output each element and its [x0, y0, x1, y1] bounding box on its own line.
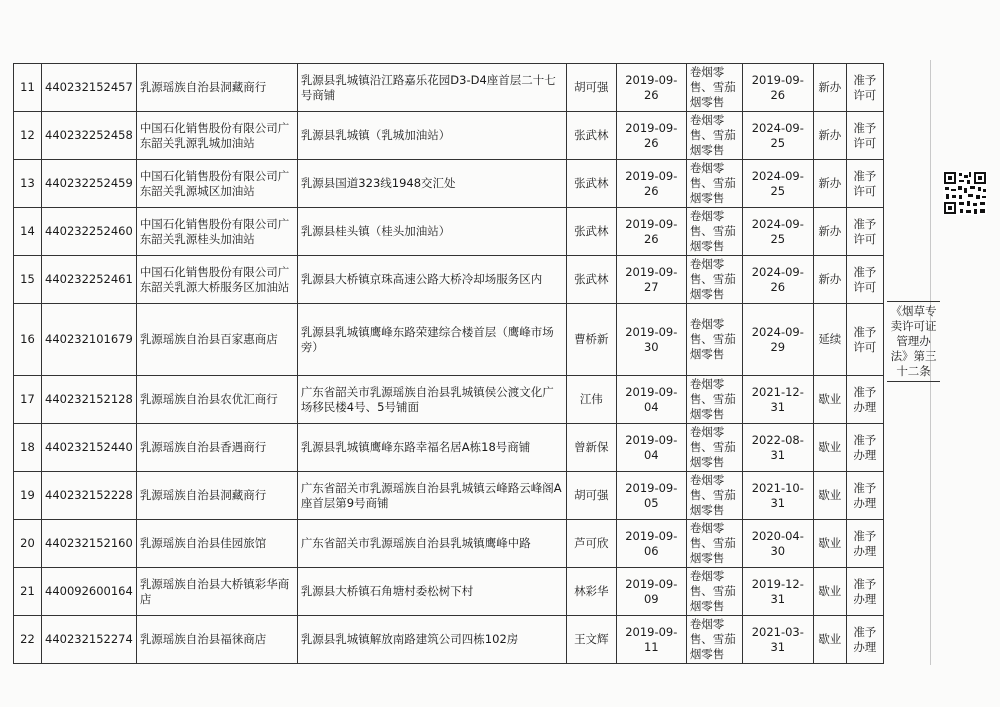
legal-basis-column	[883, 64, 943, 664]
application-type-cell: 新办	[813, 64, 846, 112]
business-address-cell: 乳源县乳城镇（乳城加油站）	[297, 112, 566, 160]
expiry-date-cell: 2024-09-25	[742, 112, 813, 160]
license-number-cell: 440232152274	[42, 616, 137, 664]
table-row	[14, 208, 944, 256]
business-name-cell: 中国石化销售股份有限公司广东韶关乳源乳城加油站	[136, 112, 297, 160]
responsible-person-cell: 张武林	[566, 112, 616, 160]
row-number-cell: 21	[14, 568, 42, 616]
decision-date-cell: 2019-09-05	[616, 472, 686, 520]
table-row	[14, 112, 944, 160]
row-number-cell: 20	[14, 520, 42, 568]
business-name-cell: 乳源瑶族自治县福徕商店	[136, 616, 297, 664]
business-name-cell: 乳源瑶族自治县香遇商行	[136, 424, 297, 472]
row-number-cell: 15	[14, 256, 42, 304]
license-number-cell: 440232101679	[42, 304, 137, 376]
expiry-date-cell: 2021-10-31	[742, 472, 813, 520]
application-type-cell: 歇业	[813, 616, 846, 664]
license-number-cell: 440232152228	[42, 472, 137, 520]
row-number-cell: 17	[14, 376, 42, 424]
responsible-person-cell: 林彩华	[566, 568, 616, 616]
decision-result-cell: 准予许可	[846, 256, 883, 304]
row-number-cell: 11	[14, 64, 42, 112]
license-number-cell: 440232252458	[42, 112, 137, 160]
decision-result-cell: 准予办理	[846, 376, 883, 424]
decision-date-cell: 2019-09-04	[616, 424, 686, 472]
business-name-cell: 乳源瑶族自治县佳园旅馆	[136, 520, 297, 568]
business-name-cell: 中国石化销售股份有限公司广东韶关乳源城区加油站	[136, 160, 297, 208]
table-row	[14, 520, 944, 568]
business-name-cell: 中国石化销售股份有限公司广东韶关乳源桂头加油站	[136, 208, 297, 256]
table-row	[14, 472, 944, 520]
row-number-cell: 12	[14, 112, 42, 160]
responsible-person-cell: 芦可欣	[566, 520, 616, 568]
license-scope-cell: 卷烟零售、雪茄烟零售	[686, 616, 742, 664]
business-address-cell: 乳源县乳城镇沿江路嘉乐花园D3-D4座首层二十七号商铺	[297, 64, 566, 112]
decision-result-cell: 准予许可	[846, 304, 883, 376]
license-scope-cell: 卷烟零售、雪茄烟零售	[686, 208, 742, 256]
decision-result-cell: 准予许可	[846, 160, 883, 208]
license-scope-cell: 卷烟零售、雪茄烟零售	[686, 112, 742, 160]
decision-date-cell: 2019-09-04	[616, 376, 686, 424]
expiry-date-cell: 2019-09-26	[742, 64, 813, 112]
business-address-cell: 乳源县乳城镇解放南路建筑公司四栋102房	[297, 616, 566, 664]
decision-result-cell: 准予许可	[846, 208, 883, 256]
decision-result-cell: 准予办理	[846, 424, 883, 472]
license-scope-cell: 卷烟零售、雪茄烟零售	[686, 568, 742, 616]
license-number-cell: 440232152440	[42, 424, 137, 472]
application-type-cell: 新办	[813, 208, 846, 256]
business-name-cell: 乳源瑶族自治县百家惠商店	[136, 304, 297, 376]
decision-result-cell: 准予办理	[846, 616, 883, 664]
business-address-cell: 乳源县桂头镇（桂头加油站）	[297, 208, 566, 256]
business-name-cell: 乳源瑶族自治县农优汇商行	[136, 376, 297, 424]
row-number-cell: 22	[14, 616, 42, 664]
business-address-cell: 乳源县乳城镇鹰峰东路荣建综合楼首层（鹰峰市场旁）	[297, 304, 566, 376]
decision-date-cell: 2019-09-09	[616, 568, 686, 616]
application-type-cell: 歇业	[813, 424, 846, 472]
expiry-date-cell: 2021-12-31	[742, 376, 813, 424]
application-type-cell: 延续	[813, 304, 846, 376]
table-row	[14, 376, 944, 424]
responsible-person-cell: 曹桥新	[566, 304, 616, 376]
expiry-date-cell: 2022-08-31	[742, 424, 813, 472]
decision-result-cell: 准予许可	[846, 112, 883, 160]
business-name-cell: 乳源瑶族自治县大桥镇彩华商店	[136, 568, 297, 616]
business-name-cell: 中国石化销售股份有限公司广东韶关乳源大桥服务区加油站	[136, 256, 297, 304]
business-address-cell: 广东省韶关市乳源瑶族自治县乳城镇侯公渡文化广场移民楼4号、5号铺面	[297, 376, 566, 424]
table-row	[14, 616, 944, 664]
decision-result-cell: 准予办理	[846, 520, 883, 568]
license-table	[13, 63, 943, 664]
table-row	[14, 64, 944, 112]
application-type-cell: 新办	[813, 256, 846, 304]
row-number-cell: 18	[14, 424, 42, 472]
row-number-cell: 14	[14, 208, 42, 256]
application-type-cell: 歇业	[813, 472, 846, 520]
license-number-cell: 440232152128	[42, 376, 137, 424]
decision-result-cell: 准予办理	[846, 568, 883, 616]
application-type-cell: 新办	[813, 112, 846, 160]
expiry-date-cell: 2019-12-31	[742, 568, 813, 616]
responsible-person-cell: 张武林	[566, 256, 616, 304]
license-scope-cell: 卷烟零售、雪茄烟零售	[686, 520, 742, 568]
application-type-cell: 歇业	[813, 376, 846, 424]
expiry-date-cell: 2024-09-25	[742, 160, 813, 208]
business-address-cell: 广东省韶关市乳源瑶族自治县乳城镇鹰峰中路	[297, 520, 566, 568]
decision-date-cell: 2019-09-26	[616, 112, 686, 160]
responsible-person-cell: 胡可强	[566, 64, 616, 112]
table-row	[14, 424, 944, 472]
license-number-cell: 440232152160	[42, 520, 137, 568]
qr-code-icon	[943, 171, 987, 215]
license-scope-cell: 卷烟零售、雪茄烟零售	[686, 160, 742, 208]
decision-date-cell: 2019-09-26	[616, 160, 686, 208]
row-number-cell: 16	[14, 304, 42, 376]
row-number-cell: 13	[14, 160, 42, 208]
table-row	[14, 304, 944, 376]
business-name-cell: 乳源瑶族自治县洞藏商行	[136, 64, 297, 112]
decision-date-cell: 2019-09-26	[616, 64, 686, 112]
legal-basis-note: 《烟草专卖许可证管理办法》第三十二条	[887, 301, 941, 382]
license-scope-cell: 卷烟零售、雪茄烟零售	[686, 424, 742, 472]
license-number-cell: 440232252460	[42, 208, 137, 256]
license-number-cell: 440092600164	[42, 568, 137, 616]
table-row	[14, 256, 944, 304]
application-type-cell: 歇业	[813, 520, 846, 568]
table-body	[14, 64, 944, 664]
decision-date-cell: 2019-09-11	[616, 616, 686, 664]
expiry-date-cell: 2021-03-31	[742, 616, 813, 664]
decision-result-cell: 准予办理	[846, 472, 883, 520]
application-type-cell: 新办	[813, 160, 846, 208]
business-address-cell: 乳源县大桥镇石角塘村委松树下村	[297, 568, 566, 616]
business-address-cell: 广东省韶关市乳源瑶族自治县乳城镇云峰路云峰阁A座首层第9号商铺	[297, 472, 566, 520]
decision-date-cell: 2019-09-06	[616, 520, 686, 568]
expiry-date-cell: 2020-04-30	[742, 520, 813, 568]
decision-result-cell: 准予许可	[846, 64, 883, 112]
responsible-person-cell: 胡可强	[566, 472, 616, 520]
license-scope-cell: 卷烟零售、雪茄烟零售	[686, 64, 742, 112]
business-address-cell: 乳源县大桥镇京珠高速公路大桥冷却场服务区内	[297, 256, 566, 304]
expiry-date-cell: 2024-09-26	[742, 256, 813, 304]
responsible-person-cell: 王文辉	[566, 616, 616, 664]
expiry-date-cell: 2024-09-25	[742, 208, 813, 256]
table-row	[14, 568, 944, 616]
row-number-cell: 19	[14, 472, 42, 520]
license-scope-cell: 卷烟零售、雪茄烟零售	[686, 472, 742, 520]
basis-spacer	[887, 65, 941, 301]
decision-date-cell: 2019-09-26	[616, 208, 686, 256]
license-number-cell: 440232252461	[42, 256, 137, 304]
license-number-cell: 440232152457	[42, 64, 137, 112]
license-scope-cell: 卷烟零售、雪茄烟零售	[686, 304, 742, 376]
decision-date-cell: 2019-09-30	[616, 304, 686, 376]
responsible-person-cell: 张武林	[566, 208, 616, 256]
license-scope-cell: 卷烟零售、雪茄烟零售	[686, 256, 742, 304]
license-number-cell: 440232252459	[42, 160, 137, 208]
responsible-person-cell: 曾新保	[566, 424, 616, 472]
business-address-cell: 乳源县国道323线1948交汇处	[297, 160, 566, 208]
responsible-person-cell: 张武林	[566, 160, 616, 208]
application-type-cell: 歇业	[813, 568, 846, 616]
responsible-person-cell: 江伟	[566, 376, 616, 424]
business-address-cell: 乳源县乳城镇鹰峰东路幸福名居A栋18号商铺	[297, 424, 566, 472]
expiry-date-cell: 2024-09-29	[742, 304, 813, 376]
table-row	[14, 160, 944, 208]
decision-date-cell: 2019-09-27	[616, 256, 686, 304]
license-scope-cell: 卷烟零售、雪茄烟零售	[686, 376, 742, 424]
business-name-cell: 乳源瑶族自治县洞藏商行	[136, 472, 297, 520]
